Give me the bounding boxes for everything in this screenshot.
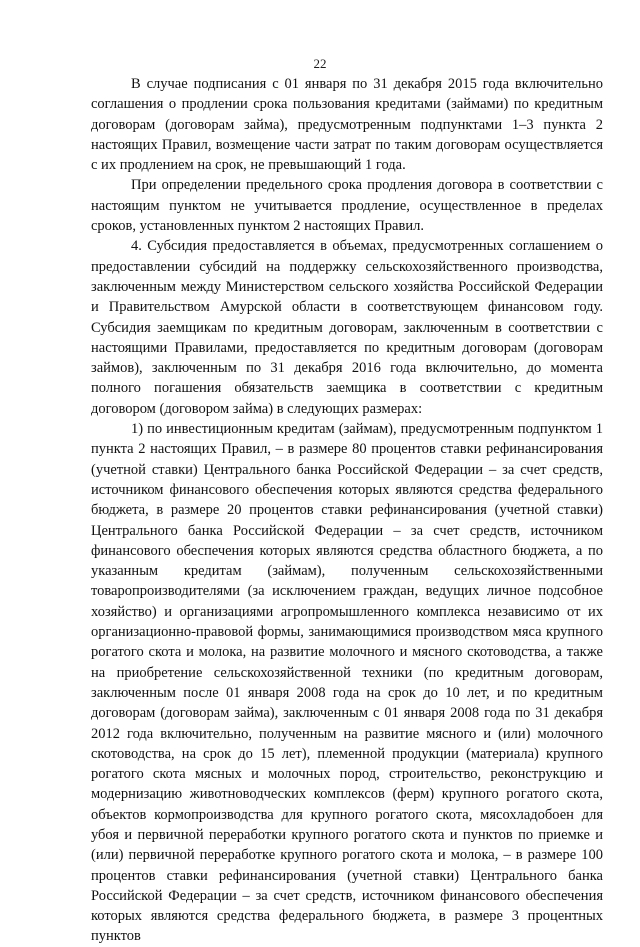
document-body [91,74,603,947]
paragraph-loan-extension-2015: В случае подписания с 01 января по 31 декабря 2015 года включительно соглашения о продлении срока пользования кредитами (займами) по кредитным договорам (договорам займа), предусмотренным подпунктами 1–3 пункта 2 настоящих Правил, возмещение части затрат по таким договорам осуществляется с их продлением на срок, не превышающий 1 года. [91,76,603,174]
page-number: 22 [313,56,327,71]
paragraph-extension-term: При определении предельного срока продления договора в соответствии с настоящим пунктом не учитывается продление, осуществленное в пределах сроков, установленных пунктом 2 настоящих Правил. [91,177,603,235]
paragraph-subsidy-volumes: 4. Субсидия предоставляется в объемах, предусмотренных соглашением о предоставлении субсидий на поддержку сельскохозяйственного производства, заключенным между Министерством сельского хозяйства Российской Федерации и Правительством Амурской области в соответствующем финансовом году. Субсидия заемщикам по кредитным договорам, заключенным в соответствии с настоящими Правилами, предоставляется по кредитным договорам (договорам займов), заключенным по 31 декабря 2016 года включительно, до момента полного погашения обязательств заемщика в соответствии с кредитным договором (договором займа) в следующих размерах: [91,238,603,417]
paragraph-investment-credits: 1) по инвестиционным кредитам (займам), предусмотренным подпунктом 1 пункта 2 настоящих Правил, – в размере 80 процентов ставки рефинансирования (учетной ставки) Центрального банка Российской Федерации – за счет средств, источником финансового обеспечения которых являются средства федерального бюджета, в размере 20 процентов ставки рефинансирования (учетной ставки) Центрального банка Российской Федерации – за счет средств, источником финансового обеспечения которых являются средства областного бюджета, а по указанным кредитам (займам), полученным сельскохозяйственными товаропроизводителями (за исключением граждан, ведущих личное подсобное хозяйство) и организациями агропромышленного комплекса независимо от их организационно-правовой формы, занимающимися производством мяса крупного рогатого скота и молока, на развитие молочного и мясного скотоводства, а также на приобретение сельскохозяйственной техники (по кредитным договорам, заключенным после 01 января 2008 года на срок до 10 лет, и по кредитным договорам (договорам займа), заключенным с 01 января 2008 года по 31 декабря 2012 года включительно, полученным на развитие мясного и (или) молочного скотоводства, на срок до 15 лет), племенной продукции (материала) крупного рогатого скота мясных и молочных пород, строительство, реконструкцию и модернизацию животноводческих комплексов (ферм) крупного рогатого скота, объектов кормопроизводства для крупного рогатого скота, мясохладобоен для убоя и первичной переработки крупного рогатого скота и пунктов по приемке и (или) первичной переработке крупного рогатого скота и молока, – в размере 100 процентов ставки рефинансирования (учетной ставки) Центрального банка Российской Федерации – за счет средств, источником финансового обеспечения которых являются средства федерального бюджета, в размере 3 процентных пунктов [91,421,603,945]
